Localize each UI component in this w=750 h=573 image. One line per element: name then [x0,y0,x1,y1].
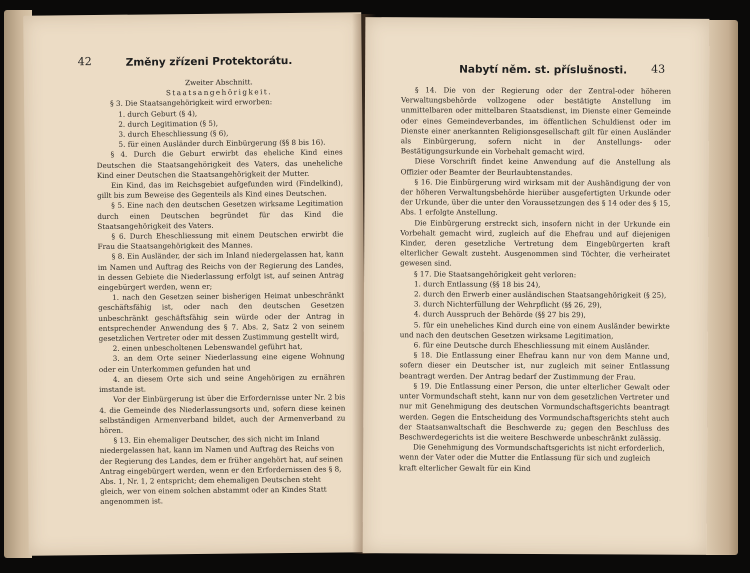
paragraph: § 3. Die Staatsangehörigkeit wird erworben: [110,97,273,109]
paragraph: 1. nach den Gesetzen seiner bisherigen Heimat unbeschränkt geschäftsfähig ist, oder nach den deutschen Gesetzen unbeschränkt geschäftsfähig sein würde oder der Antrag in entsprechender Anwendung des § 7. Abs. 2, Satz 2 von seinem gesetzlichen Vertreter oder mit dessen Zustimmung gestellt wird, [98,290,345,344]
paragraph: § 18. Die Entlassung einer Ehefrau kann nur von dem Manne und, sofern dieser ein Deutscher ist, nur zugleich mit seiner Entlassung beantragt werden. Der Antrag bedarf der Zustimmung der Frau. [399,350,670,382]
paragraph: Diese Vorschrift findet keine Anwendung auf die Anstellung als Offizier oder Beamter der Beurlaubtenstandes. [400,156,671,177]
paragraph: § 5. Eine nach den deutschen Gesetzen wirksame Legitimation durch einen Deutschen begründet für das Kind die Staatsangehörigkeit des Vaters. [97,198,344,231]
paragraph: 4. durch Ausspruch der Behörde (§§ 27 bis 29), [413,309,586,320]
right-page-number: 43 [651,62,666,76]
paragraph: Die Genehmigung des Vormundschaftsgerichts ist nicht erforderlich, wenn der Vater oder die Mutter die Entlassung für sich und zugleich kraft elterlicher Gewalt für ein Kind [399,442,665,473]
paragraph: 3. durch Eheschliessung (§ 6), [118,128,229,139]
paragraph: 5. für einen Ausländer durch Einbürgerung (§§ 8 bis 16). [118,137,326,150]
paragraph: 5. für ein uneheliches Kind durch eine von einem Ausländer bewirkte und nach den deutschen Gesetzen wirksame Legitimation, [399,320,670,341]
left-page-header: Změny zřízeni Protektorátu. [125,54,293,69]
paragraph: § 6. Durch Eheschliessung mit einem Deutschen erwirbt die Frau die Staatsangehörigkeit des Mannes. [97,229,344,252]
right-page-edge [706,20,738,555]
paragraph: Staatsangehörigkeit. [165,87,273,98]
paragraph: Vor der Einbürgerung ist über die Erfordernisse unter Nr. 2 bis 4. die Gemeinde des Niederlassungsorts und, sofern diese keinen selbständigen Armenverband bildet, auch der Armenverband zu hören. [99,392,346,435]
paragraph: 3. an dem Orte seiner Niederlassung eine eigene Wohnung oder ein Unterkommen gefunden hat und [98,351,345,374]
left-page-body [96,76,346,507]
paragraph: § 8. Ein Ausländer, der sich im Inland niedergelassen hat, kann im Namen und Auftrag des Reichs von der Regierung des Landes, in dessen Gebiete die Niederlassung erfolgt ist, auf seinen Antrag eingebürgert werden, wenn er; [97,249,344,293]
paragraph: 1. durch Geburt (§ 4), [118,108,198,119]
paragraph: Ein Kind, das im Reichsgebiet aufgefunden wird (Findelkind), gillt bis zum Beweise des Gegenteils als Kind eines Deutschen. [97,178,343,201]
paragraph: Zweiter Abschnitt. [184,77,253,88]
paragraph: 2. durch Legitimation (§ 5), [118,118,219,129]
right-page-header: Nabytí něm. st. příslušnosti. [459,63,628,77]
paragraph: § 17. Die Staatsangehörigkeit geht verloren: [414,269,577,279]
paragraph: Die Einbürgerung erstreckt sich, insofern nicht in der Urkunde ein Vorbehalt gemacht wird, zugleich auf die Ehefrau und auf diejenigen Kinder, deren gesetzliche Vertretung dem Eingebürgerten kraft elterlicher Gewalt zusteht. Ausgenommen sind Töchter, die verheiratet gewesen sind. [400,218,671,269]
left-page [23,12,367,556]
paragraph: 2. einen unbescholtenen Lebenswandel geführt hat, [112,342,303,354]
paragraph: 3. durch Nichterfüllung der Wehrpflicht (§§ 26, 29), [413,299,602,310]
paragraph: 2. durch den Erwerb einer ausländischen Staatsangehörigkeit (§ 25), [413,289,667,300]
paragraph: 6. für eine Deutsche durch Eheschliessung mit einem Ausländer. [413,340,650,351]
paragraph: § 4. Durch die Geburt erwirbt das eheliche Kind eines Deutschen die Staatsangehörigkeit des Vaters, das uneheliche Kind einer Deutschen die Staatsangehörigkeit der Mutter. [96,147,343,180]
paragraph: § 14. Die von der Regierung oder der Zentral-oder höheren Verwaltungsbehörde vollzogene oder bestätigte Anstellung im unmittelbaren oder mittelbaren Staatsdienst, im Dienste einer Gemeinde oder eines Gemeindeverbandes, im öffentlichen Schuldienst oder im Dienste einer anerkannten Religionsgesellschaft gilt für einen Ausländer als Einbürgerung, sofern nicht in der Anstellungs- oder Bestätigungsurkunde ein Vorbehalt gemacht wird. [400,85,672,157]
paragraph: § 13. Ein ehemaliger Deutscher, des sich nicht im Inland niedergelassen hat, kann im Namen und Auftrag des Reichs von der Regierung des Landes, dem er früher angehört hat, auf seinen Antrag eingebürgert werden, wenn er den Erfordernissen des § 8, Abs. 1, Nr. 1, 2 entspricht; dem ehemaligen Deutschen steht gleich, wer von einem solchen abstammt oder an Kindes Statt angenommen ist. [99,433,344,507]
paragraph: 4. an diesem Orte sich und seine Angehörigen zu ernähren imstande ist. [99,372,346,395]
right-page [363,17,710,555]
right-page-body [399,85,671,474]
paragraph: § 19. Die Entlassung einer Person, die unter elterlicher Gewalt oder unter Vormundschaft steht, kann nur von dem gesetzlichen Vertreter und nur mit Genehmigung des deutschen Vormundschaftsgerichts beantragt werden. Gegen die Entscheidung des Vormundschaftsgerichts steht auch der Staatsanwaltschaft die Beschwerde zu; gegen den Beschluss des Beschwerdegerichts ist die weitere Beschwerde unbeschränkt zulässig. [399,381,670,443]
paragraph: § 16. Die Einbürgerung wird wirksam mit der Aushändigung der von der höheren Verwaltungsbehörde hierüber ausgefertigten Urkunde oder der Urkunde, über die unter den Voraussetzungen des § 14 oder des § 15, Abs. 1 erfolgte Anstellung. [400,177,671,218]
left-page-number: 42 [77,55,92,69]
paragraph: 1. durch Entlassung (§§ 18 bis 24), [413,279,541,289]
